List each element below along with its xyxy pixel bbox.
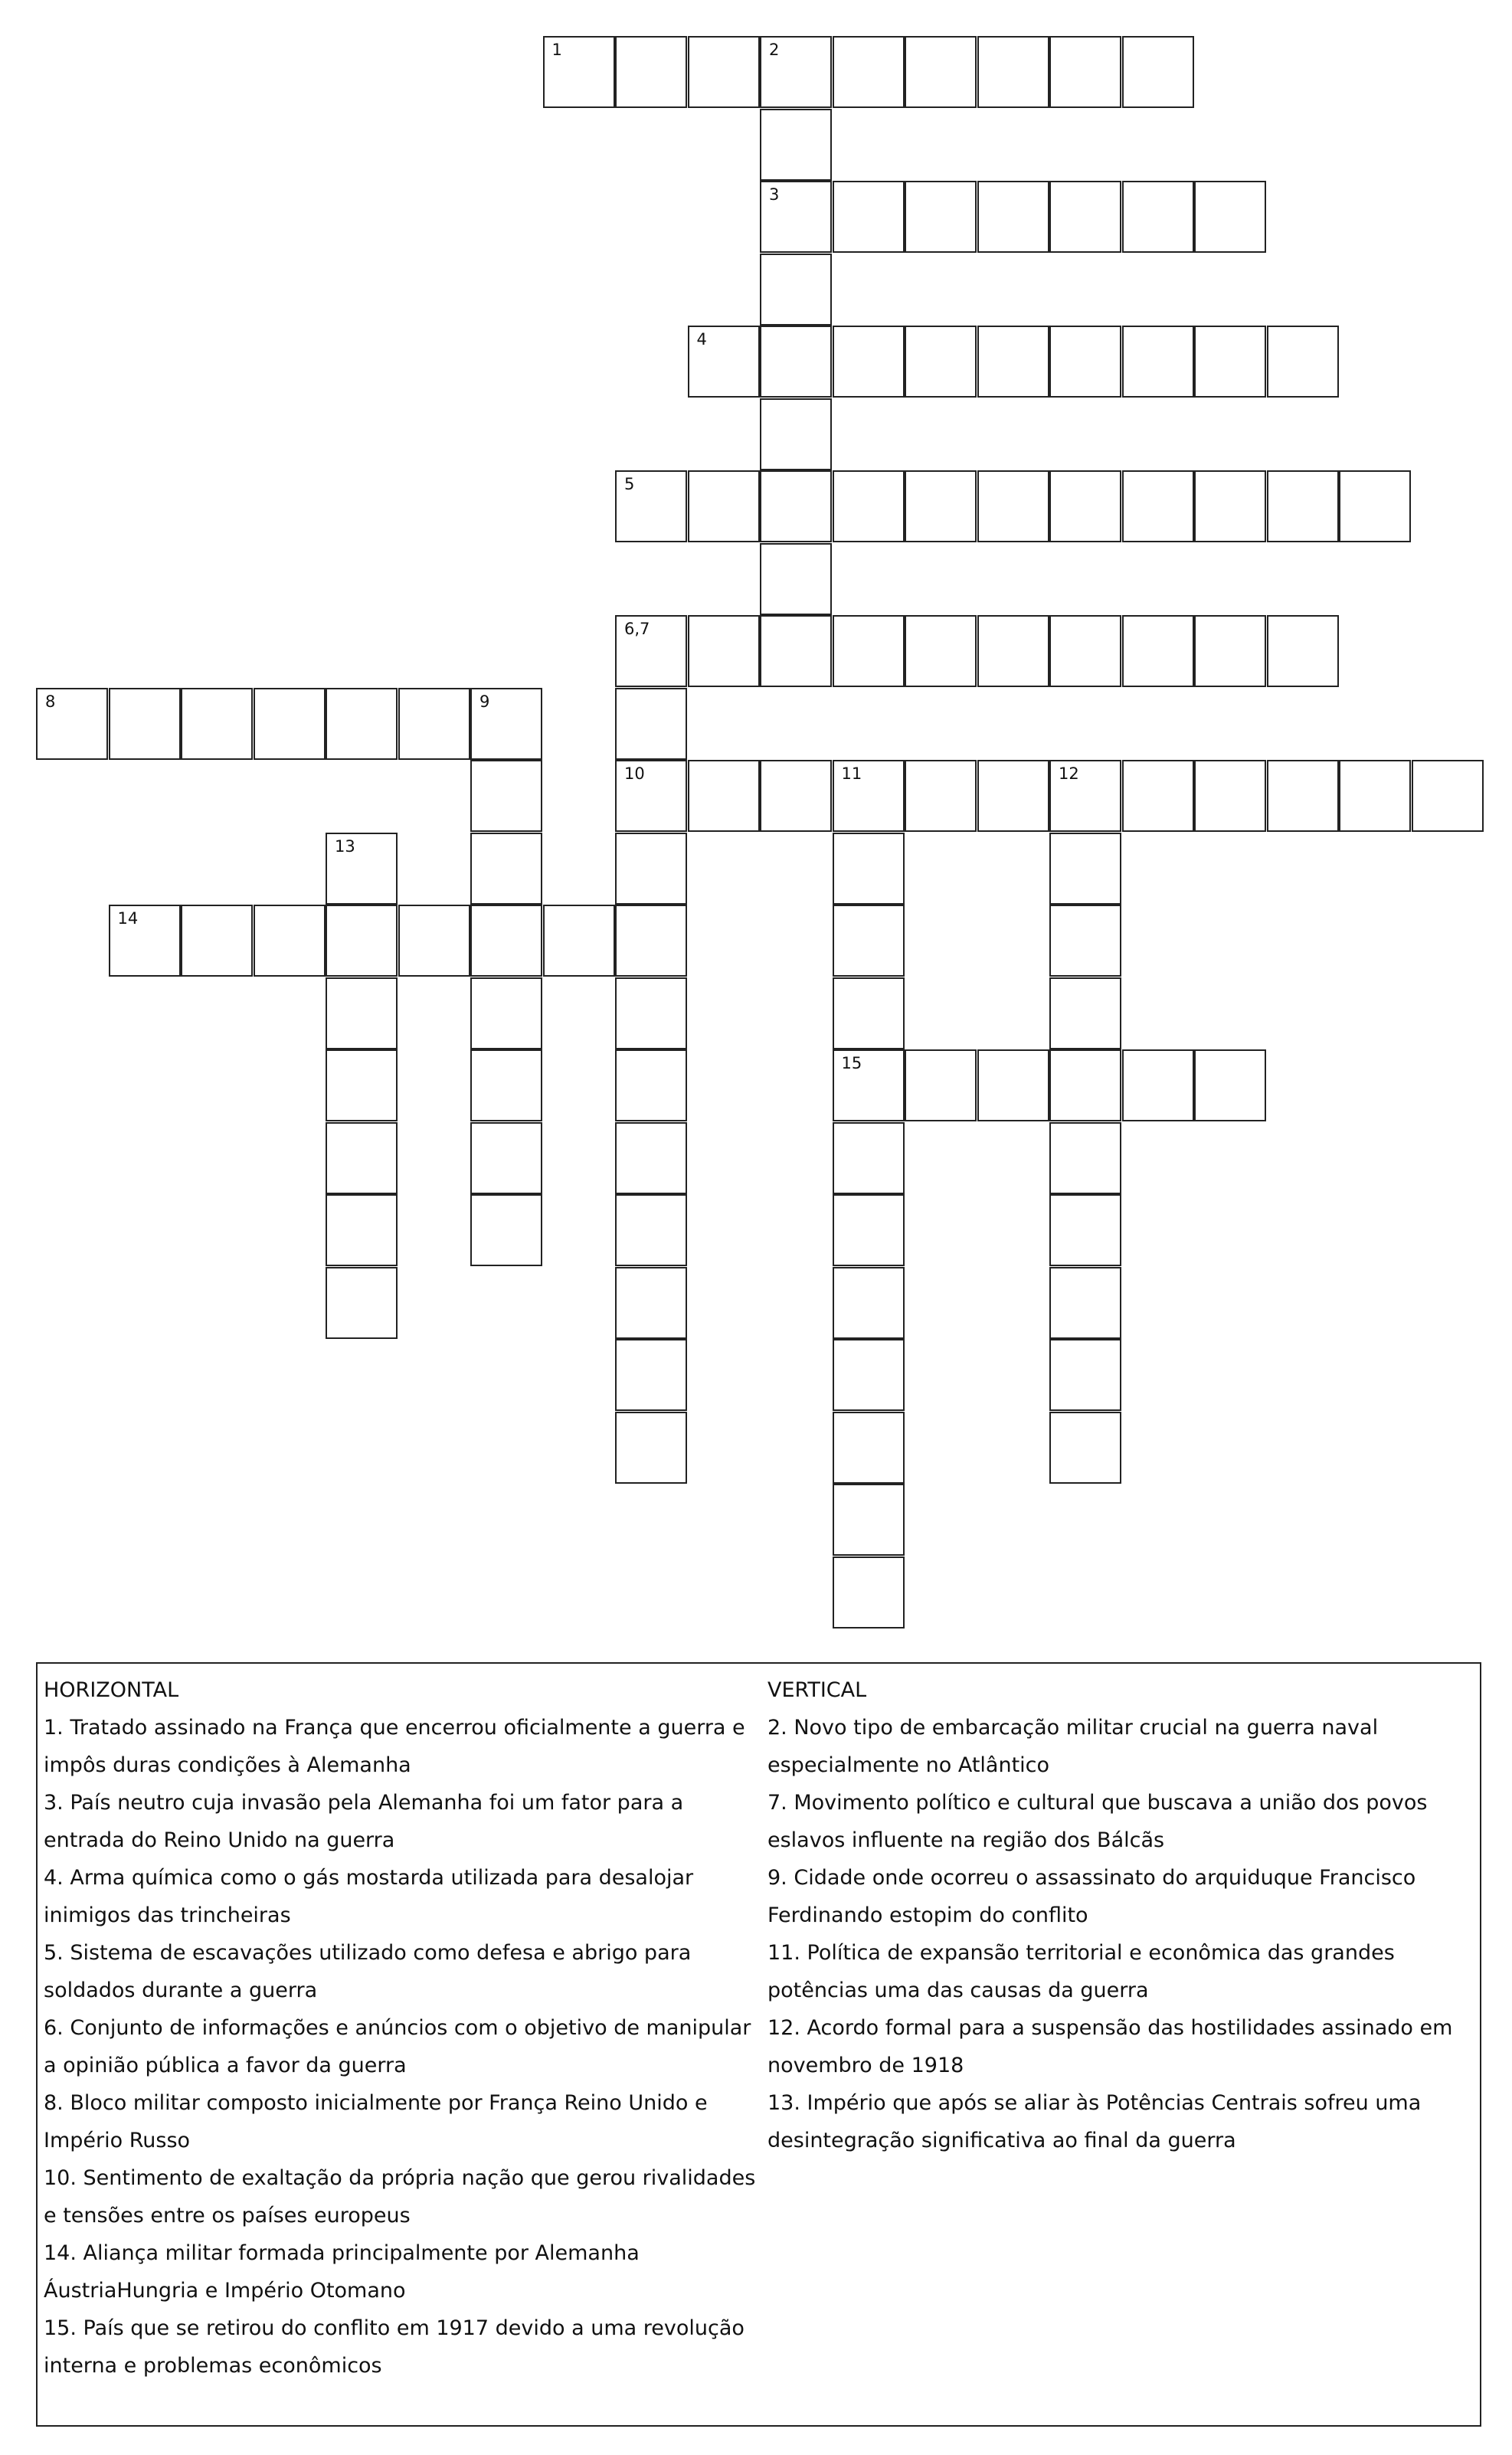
crossword-cell[interactable] xyxy=(833,1049,905,1121)
crossword-cell[interactable] xyxy=(833,615,905,687)
crossword-cell[interactable] xyxy=(833,1484,905,1556)
crossword-cell[interactable] xyxy=(1267,470,1339,542)
clue-number: 4 xyxy=(696,330,707,349)
clue-number: 10 xyxy=(624,764,645,783)
horizontal-clues xyxy=(44,1671,764,2385)
clues-box xyxy=(36,1662,1481,2427)
clue-number: 1 xyxy=(551,41,562,59)
crossword-cell[interactable] xyxy=(1122,326,1194,398)
crossword-cell[interactable] xyxy=(760,326,832,398)
crossword-cell[interactable] xyxy=(254,905,326,977)
crossword-cell[interactable] xyxy=(1194,1049,1266,1121)
crossword-cell[interactable] xyxy=(977,760,1049,832)
crossword-cell[interactable] xyxy=(760,398,832,470)
crossword-cell[interactable] xyxy=(1049,470,1121,542)
crossword-cell[interactable] xyxy=(1049,977,1121,1049)
crossword-cell[interactable] xyxy=(1049,1267,1121,1339)
crossword-cell[interactable] xyxy=(615,1412,687,1484)
crossword-cell[interactable] xyxy=(1267,615,1339,687)
crossword-cell[interactable] xyxy=(615,615,687,687)
crossword-cell[interactable] xyxy=(1267,760,1339,832)
crossword-cell[interactable] xyxy=(470,905,542,977)
vertical-clues xyxy=(767,1671,1472,2159)
crossword-cell[interactable] xyxy=(905,470,977,542)
crossword-cell[interactable] xyxy=(688,470,760,542)
crossword-cell[interactable] xyxy=(1049,1412,1121,1484)
crossword-cell[interactable] xyxy=(470,1194,542,1266)
crossword-cell[interactable] xyxy=(1049,326,1121,398)
crossword-cell[interactable] xyxy=(109,905,181,977)
crossword-cell[interactable] xyxy=(181,688,253,760)
crossword-cell[interactable] xyxy=(1122,760,1194,832)
crossword-cell[interactable] xyxy=(1049,1122,1121,1194)
clue-h5: 5. Sistema de escavações utilizado como defesa e abrigo para soldados durante a guerra xyxy=(44,1941,692,2002)
clue-number: 2 xyxy=(769,41,780,59)
clue-h1: 1. Tratado assinado na França que encerrou oficialmente a guerra e impôs duras condições à Alemanha xyxy=(44,1716,745,1777)
crossword-cell[interactable] xyxy=(326,1267,398,1339)
crossword-cell[interactable] xyxy=(1049,833,1121,905)
crossword-cell[interactable] xyxy=(326,977,398,1049)
crossword-cell[interactable] xyxy=(36,688,108,760)
crossword-cell[interactable] xyxy=(760,760,832,832)
clue-h6: 6. Conjunto de informações e anúncios com o objetivo de manipular a opinião pública a favor da guerra xyxy=(44,2016,751,2077)
clue-number: 5 xyxy=(624,475,635,493)
crossword-cell[interactable] xyxy=(760,543,832,615)
clue-v12: 12. Acordo formal para a suspensão das hostilidades assinado em novembro de 1918 xyxy=(767,2016,1453,2077)
crossword-cell[interactable] xyxy=(398,905,470,977)
crossword-cell[interactable] xyxy=(833,1122,905,1194)
clue-v9: 9. Cidade onde ocorreu o assassinato do arquiduque Francisco Ferdinando estopim do conflito xyxy=(767,1866,1416,1927)
crossword-cell[interactable] xyxy=(326,905,398,977)
crossword-cell[interactable] xyxy=(905,326,977,398)
crossword-cell[interactable] xyxy=(1122,470,1194,542)
crossword-cell[interactable] xyxy=(833,1339,905,1411)
crossword-cell[interactable] xyxy=(905,36,977,108)
crossword-cell[interactable] xyxy=(905,760,977,832)
crossword-cell[interactable] xyxy=(470,1122,542,1194)
crossword-cell[interactable] xyxy=(977,470,1049,542)
crossword-cell[interactable] xyxy=(615,1267,687,1339)
crossword-cell[interactable] xyxy=(1049,1194,1121,1266)
crossword-cell[interactable] xyxy=(1339,760,1411,832)
clue-h4: 4. Arma química como o gás mostarda utilizada para desalojar inimigos das trincheiras xyxy=(44,1866,694,1927)
clue-h3: 3. País neutro cuja invasão pela Alemanha foi um fator para a entrada do Reino Unido na guerra xyxy=(44,1791,684,1852)
clue-h8: 8. Bloco militar composto inicialmente por França Reino Unido e Império Russo xyxy=(44,2091,708,2152)
crossword-cell[interactable] xyxy=(688,760,760,832)
clue-v7: 7. Movimento político e cultural que buscava a união dos povos eslavos influente na região dos Bálcãs xyxy=(767,1791,1428,1852)
crossword-cell[interactable] xyxy=(833,760,905,832)
crossword-cell[interactable] xyxy=(905,1049,977,1121)
clue-h10: 10. Sentimento de exaltação da própria nação que gerou rivalidades e tensões entre os países europeus xyxy=(44,2166,756,2228)
crossword-cell[interactable] xyxy=(760,109,832,181)
crossword-cell[interactable] xyxy=(326,1194,398,1266)
crossword-cell[interactable] xyxy=(833,36,905,108)
clue-number: 3 xyxy=(769,185,780,204)
clue-v11: 11. Política de expansão territorial e econômica das grandes potências uma das causas da guerra xyxy=(767,1941,1395,2002)
crossword-cell[interactable] xyxy=(833,1194,905,1266)
crossword-cell[interactable] xyxy=(615,1194,687,1266)
crossword-cell[interactable] xyxy=(398,688,470,760)
crossword-cell[interactable] xyxy=(1267,326,1339,398)
crossword-cell[interactable] xyxy=(760,470,832,542)
crossword-cell[interactable] xyxy=(1049,1339,1121,1411)
clue-v13: 13. Império que após se aliar às Potências Centrais sofreu uma desintegração significativa ao final da guerra xyxy=(767,2091,1422,2152)
crossword-cell[interactable] xyxy=(1049,1049,1121,1121)
crossword-cell[interactable] xyxy=(615,760,687,832)
horizontal-heading: HORIZONTAL xyxy=(44,1678,179,1702)
crossword-cell[interactable] xyxy=(833,470,905,542)
crossword-cell[interactable] xyxy=(1049,615,1121,687)
crossword-cell[interactable] xyxy=(760,181,832,253)
crossword-cell[interactable] xyxy=(688,326,760,398)
crossword-cell[interactable] xyxy=(760,254,832,326)
crossword-cell[interactable] xyxy=(615,688,687,760)
crossword-cell[interactable] xyxy=(833,1412,905,1484)
crossword-cell[interactable] xyxy=(1049,36,1121,108)
crossword-cell[interactable] xyxy=(181,905,253,977)
crossword-cell[interactable] xyxy=(1049,760,1121,832)
crossword-cell[interactable] xyxy=(1194,470,1266,542)
crossword-cell[interactable] xyxy=(470,760,542,832)
crossword-cell[interactable] xyxy=(1122,1049,1194,1121)
clue-h14: 14. Aliança militar formada principalmente por Alemanha ÁustriaHungria e Império Otomano xyxy=(44,2241,640,2303)
vertical-heading: VERTICAL xyxy=(767,1678,867,1702)
clue-number: 12 xyxy=(1059,764,1079,783)
crossword-cell[interactable] xyxy=(615,905,687,977)
crossword-cell[interactable] xyxy=(615,470,687,542)
crossword-cell[interactable] xyxy=(977,1049,1049,1121)
crossword-cell[interactable] xyxy=(615,977,687,1049)
crossword-cell[interactable] xyxy=(688,615,760,687)
crossword-cell[interactable] xyxy=(326,1122,398,1194)
crossword-cell[interactable] xyxy=(905,181,977,253)
clue-number: 9 xyxy=(479,692,490,711)
crossword-cell[interactable] xyxy=(1049,181,1121,253)
crossword-cell[interactable] xyxy=(1194,760,1266,832)
crossword-cell[interactable] xyxy=(254,688,326,760)
crossword-cell[interactable] xyxy=(1194,181,1266,253)
crossword-cell[interactable] xyxy=(1122,615,1194,687)
crossword-cell[interactable] xyxy=(326,688,398,760)
crossword-cell[interactable] xyxy=(688,36,760,108)
crossword-cell[interactable] xyxy=(977,326,1049,398)
crossword-cell[interactable] xyxy=(615,36,687,108)
crossword-cell[interactable] xyxy=(615,1049,687,1121)
crossword-cell[interactable] xyxy=(543,36,615,108)
crossword-cell[interactable] xyxy=(760,615,832,687)
crossword-cell[interactable] xyxy=(615,833,687,905)
crossword-cell[interactable] xyxy=(833,905,905,977)
clue-h15: 15. País que se retirou do conflito em 1917 devido a uma revolução interna e problemas econômicos xyxy=(44,2316,745,2378)
crossword-cell[interactable] xyxy=(1049,905,1121,977)
clue-number: 13 xyxy=(335,836,355,856)
crossword-cell[interactable] xyxy=(833,181,905,253)
clue-v2: 2. Novo tipo de embarcação militar crucial na guerra naval especialmente no Atlântico xyxy=(767,1716,1379,1777)
clue-number: 8 xyxy=(45,692,56,711)
crossword-cell[interactable] xyxy=(615,1339,687,1411)
crossword-cell[interactable] xyxy=(470,688,542,760)
clue-number: 6,7 xyxy=(624,620,650,638)
crossword-cell[interactable] xyxy=(833,326,905,398)
crossword-cell[interactable] xyxy=(1122,181,1194,253)
crossword-cell[interactable] xyxy=(905,615,977,687)
crossword-cell[interactable] xyxy=(1194,326,1266,398)
clue-number: 15 xyxy=(841,1054,862,1072)
crossword-cell[interactable] xyxy=(326,833,398,905)
crossword-cell[interactable] xyxy=(833,1267,905,1339)
crossword-cell[interactable] xyxy=(109,688,181,760)
crossword-cell[interactable] xyxy=(615,1122,687,1194)
crossword-cell[interactable] xyxy=(470,977,542,1049)
crossword-cell[interactable] xyxy=(833,833,905,905)
crossword-cell[interactable] xyxy=(977,36,1049,108)
crossword-cell[interactable] xyxy=(760,36,832,108)
crossword-cell[interactable] xyxy=(833,977,905,1049)
crossword-cell[interactable] xyxy=(326,1049,398,1121)
clue-number: 11 xyxy=(841,764,862,783)
crossword-cell[interactable] xyxy=(470,833,542,905)
crossword-cell[interactable] xyxy=(1122,36,1194,108)
crossword-cell[interactable] xyxy=(977,615,1049,687)
crossword-cell[interactable] xyxy=(543,905,615,977)
crossword-cell[interactable] xyxy=(977,181,1049,253)
clue-number: 14 xyxy=(117,909,139,928)
crossword-cell[interactable] xyxy=(470,1049,542,1121)
crossword-cell[interactable] xyxy=(1339,470,1411,542)
crossword-cell[interactable] xyxy=(1194,615,1266,687)
crossword-cell[interactable] xyxy=(1412,760,1484,832)
crossword-cell[interactable] xyxy=(833,1556,905,1628)
